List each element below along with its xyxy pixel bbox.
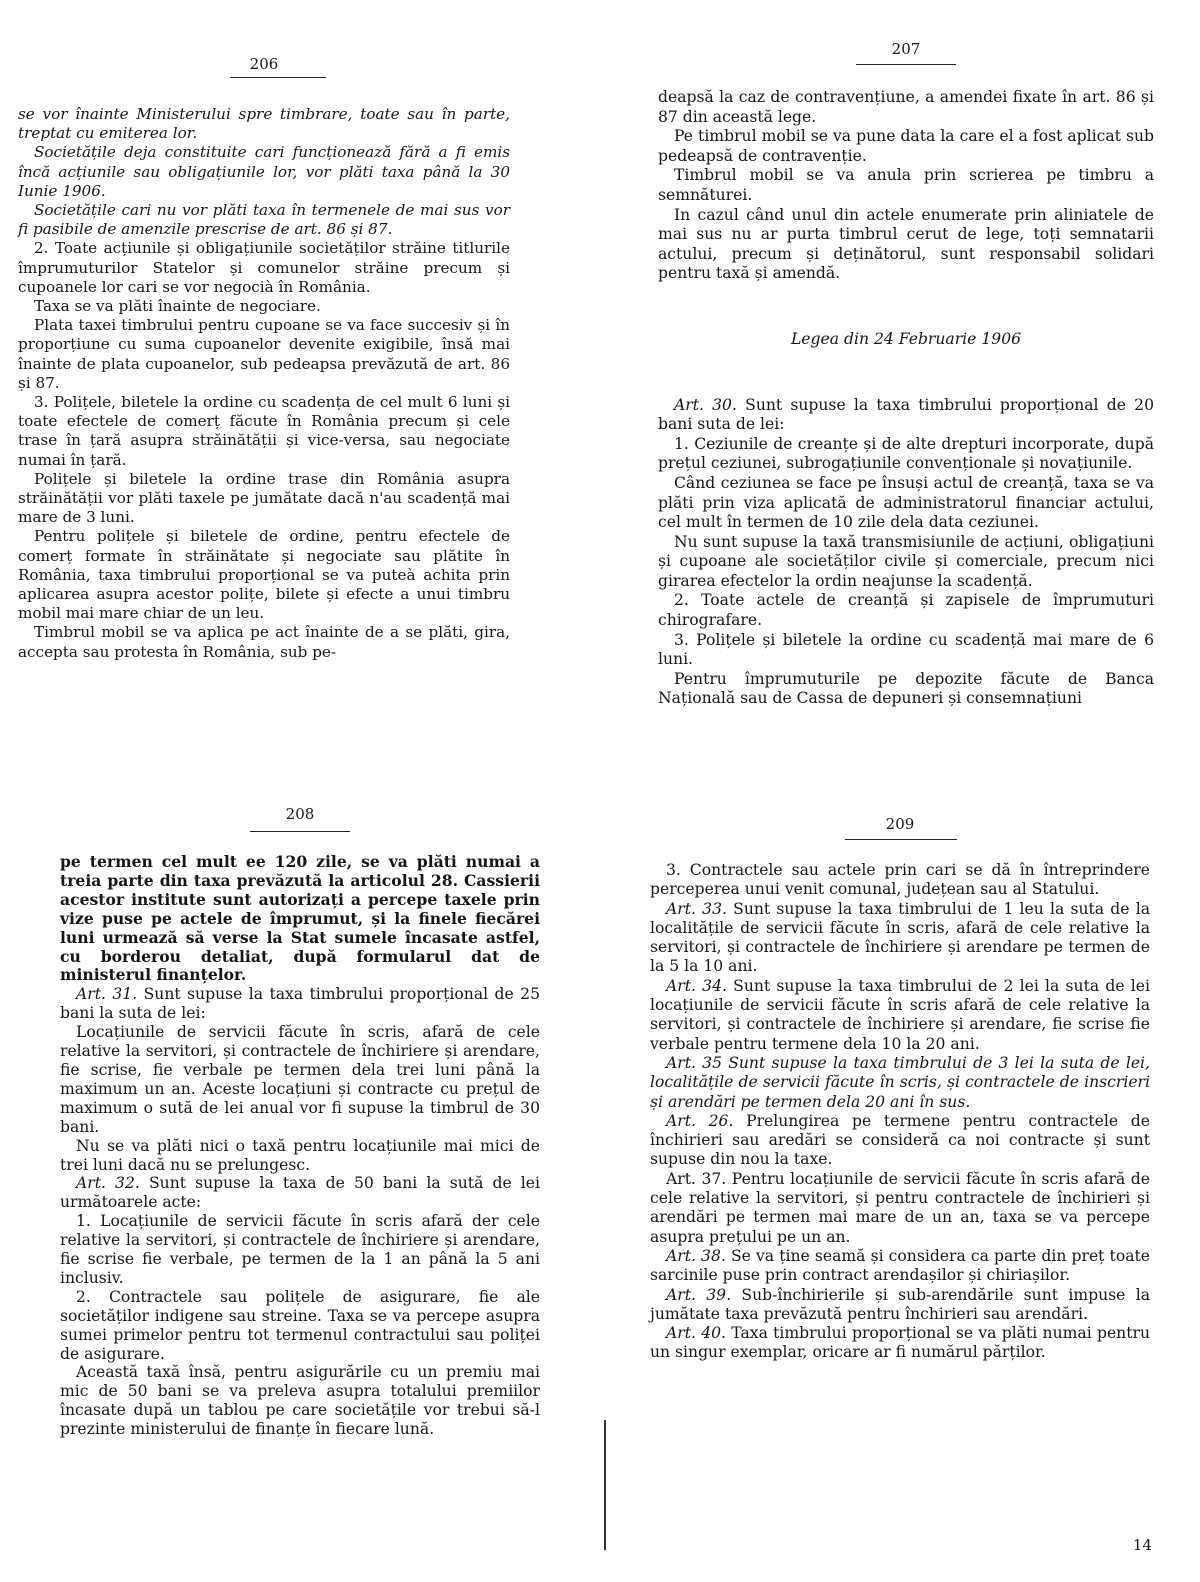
binding-mark: [604, 1420, 606, 1550]
page-body: [18, 105, 510, 662]
paragraph: 3. Polițele și biletele la ordine cu scadență mai mare de 6 luni.: [658, 630, 1154, 669]
page-body: [650, 861, 1150, 1363]
page-number-rule: [230, 77, 326, 78]
paragraph: 1. Locațiunile de servicii făcute în scris afară der cele relative la servitori, și contractele de închiriere și arendare, fie scrise fie verbale, pe termen de la 1 an până la 5 ani inclusiv.: [60, 1212, 540, 1287]
page-number: 208: [285, 805, 315, 823]
paragraph: Timbrul mobil se va aplica pe act înainte de a se plăti, gira, accepta sau protesta în România, sub pe-: [18, 623, 510, 661]
paragraph: Societățile deja constituite cari funcționează fără a fi emis încă acțiunile sau obligațiunile lor, vor plăti taxa până la 30 Iunie 1906.: [18, 143, 510, 200]
paragraph: 1. Ceziunile de creanțe și de alte drepturi incorporate, după prețul ceziunei, subrogațiunile convenționale și novațiunile.: [658, 434, 1154, 473]
paragraph: 2. Toate acțiunile și obligațiunile societăților străine titlurile împrumuturilor Statelor și comunelor străine precum și cupoanele lor cari se vor negocià în România.: [18, 239, 510, 296]
signature-number: 14: [1132, 1536, 1152, 1554]
paragraph: 2. Contractele sau polițele de asigurare, fie ale societăților indigene sau streine. Taxa se va percepe asupra sumei primelor pentru tot termenul contractului sau poliței de asigurare.: [60, 1287, 540, 1363]
paragraph: Nu se va plăti nici o taxă pentru locațiunile mai mici de trei luni dacă nu se prelungesc.: [60, 1136, 540, 1174]
page-body: [60, 853, 540, 1439]
paragraph: Art. 40. Taxa timbrului proporțional se va plăti numai pentru un singur exemplar, oricare ar fi numărul părților.: [650, 1324, 1150, 1362]
page-number: 206: [249, 55, 279, 73]
paragraph: Art. 35 Sunt supuse la taxa timbrului de 3 lei la suta de lei, localitățile de servicii făcute în scris, și contractele de inscrieri și arendări pe termen dela 20 ani în sus.: [650, 1053, 1150, 1111]
paragraph-gap: [658, 300, 1154, 314]
paragraph-gap: [658, 366, 1154, 380]
paragraph: Art. 37. Pentru locațiunile de servicii făcute în scris afară de cele relative la servitori, și pentru contractele de închirieri și arendări pe termen mai mare de un an, taxa se va percepe asupra prețului pe un an.: [650, 1169, 1150, 1246]
paragraph: Nu sunt supuse la taxă transmisiunile de acțiuni, obligațiuni și cupoane ale societăților civile și comerciale, precum nici girarea efectelor la ordin neajunse la scadență.: [658, 532, 1154, 590]
page-number-rule: [250, 831, 350, 832]
paragraph: In cazul când unul din actele enumerate prin aliniatele de mai sus nu ar purta timbrul cerut de lege, toți semnatarii actului, precum și deținătorul, sunt responsabil solidari pentru taxă și amendă.: [658, 205, 1154, 283]
paragraph: Plata taxei timbrului pentru cupoane se va face succesiv și în proporțiune cu suma cupoanelor devenite exigibile, însă mai înainte de plata cupoanelor, sub pedeapsa prevăzută de art. 86 și 87.: [18, 316, 510, 392]
paragraph: Polițele și biletele la ordine trase din România asupra străinătății vor plăti taxele pe jumătate dacă n'au scadență mai mare de 3 luni.: [18, 469, 510, 527]
paragraph: 2. Toate actele de creanță și zapisele de împrumuturi chirografare.: [658, 591, 1154, 630]
page-number-rule: [856, 64, 956, 65]
paragraph: Când ceziunea se face pe însuși actul de creanță, taxa se va plăti prin viza aplicată de administratorul financiar actului, cel mult în termen de 10 zile dela data ceziunei.: [658, 473, 1154, 532]
paragraph: Timbrul mobil se va anula prin scrierea pe timbru a semnăturei.: [658, 166, 1154, 204]
paragraph: Locațiunile de servicii făcute în scris, afară de cele relative la servitori, și contractele de închiriere și arendare, fie scrise, fie verbale pe termen dela trei luni până la maximum un an. Aceste locațiuni și contracte cu prețul de maximum o sută de lei anual vor fi supuse la timbrul de 30 bani.: [60, 1023, 540, 1136]
page-body: [658, 88, 1154, 709]
paragraph: Pentru polițele și biletele de ordine, pentru efectele de comerț formate în străinătate și negociate sau plătite în România, taxa timbrului proporțional se va puteà achita prin aplicarea asupra acestor polițe, bilete și efecte a unui timbru mobil mai mare chiar de un leu.: [18, 527, 510, 623]
paragraph: Art. 34. Sunt supuse la taxa timbrului de 2 lei la suta de lei locațiunile de servicii făcute în scris afară de cele relative la servitori, și contractele de închiriere și arendare, fie scrise fie verbale pentru termene dela 10 la 20 ani.: [650, 976, 1151, 1053]
paragraph: se vor înainte Ministerului spre timbrare, toate sau în parte, treptat cu emiterea lor.: [18, 105, 510, 143]
paragraph: Taxa se va plăti înainte de negociare.: [34, 297, 321, 316]
paragraph: Art. 32. Sunt supuse la taxa de 50 bani la sută de lei următoarele acte:: [60, 1174, 541, 1212]
paragraph: pe termen cel mult ee 120 zile, se va plăti numai a treia parte din taxa prevăzută la articolul 28. Cassierii acestor institute sunt autorizați a percepe taxele prin vize puse pe actele de împrumut, și la finele fiecărei luni urmează să verse la Stat sumele încasate astfel, cu borderou detaliat, după formularul dat de ministerul finanțelor.: [60, 852, 540, 985]
paragraph: Art. 33. Sunt supuse la taxa timbrului de 1 leu la suta de la localitățile de servicii făcute în scris, afară de cele relative la servitori, și contractele de închiriere și arendare pe termen de la 5 la 10 ani.: [650, 899, 1150, 976]
paragraph: Art. 39. Sub-închirierile și sub-arendările sunt impuse la jumătate taxa prevăzută pentru închirieri sau arendări.: [650, 1285, 1150, 1323]
page-number: 209: [885, 815, 915, 833]
page-number: 207: [891, 40, 921, 58]
paragraph: deapsă la caz de contravențiune, a amendei fixate în art. 86 și 87 din această lege.: [658, 88, 1154, 126]
paragraph: Această taxă însă, pentru asigurările cu un premiu mai mic de 50 bani se va preleva asupra totalului premiilor încasate după un tablou pe care societățile vor trebui să-l prezinte ministerului de finanțe în fiecare lună.: [60, 1363, 540, 1439]
paragraph: Pentru împrumuturile pe depozite făcute de Banca Națională sau de Cassa de depuneri și consemnațiuni: [658, 669, 1154, 708]
paragraph: Art. 31. Sunt supuse la taxa timbrului proporțional de 25 bani la suta de lei:: [60, 985, 541, 1023]
section-heading: Legea din 24 Februarie 1906: [790, 329, 1022, 348]
page-number-rule: [845, 839, 957, 840]
paragraph: Art. 26. Prelungirea pe termene pentru contractele de închirieri sau aredări se consideră ca noi contracte și sunt supuse din nou la taxe.: [650, 1111, 1150, 1169]
paragraph: 3. Contractele sau actele prin cari se dă în întreprindere perceperea unui venit comunal, județean sau al Statului.: [650, 861, 1150, 899]
paragraph: 3. Polițele, biletele la ordine cu scadența de cel mult 6 luni și toate efectele de comerț făcute în România precum și cele trase în țară asupra străinătății și vice-versa, sau negociate numai în țară.: [18, 393, 510, 469]
paragraph: Pe timbrul mobil se va pune data la care el a fost aplicat sub pedeapsă de contravenție.: [658, 127, 1154, 165]
paragraph: Societățile cari nu vor plăti taxa în termenele de mai sus vor fi pasibile de amenzile prescrise de art. 86 și 87.: [18, 201, 510, 239]
paragraph: Art. 30. Sunt supuse la taxa timbrului proporțional de 20 bani suta de lei:: [658, 395, 1154, 434]
paragraph: Art. 38. Se va ține seamă și considera ca parte din preț toate sarcinile puse prin contract arendașilor și chiriașilor.: [650, 1246, 1150, 1285]
